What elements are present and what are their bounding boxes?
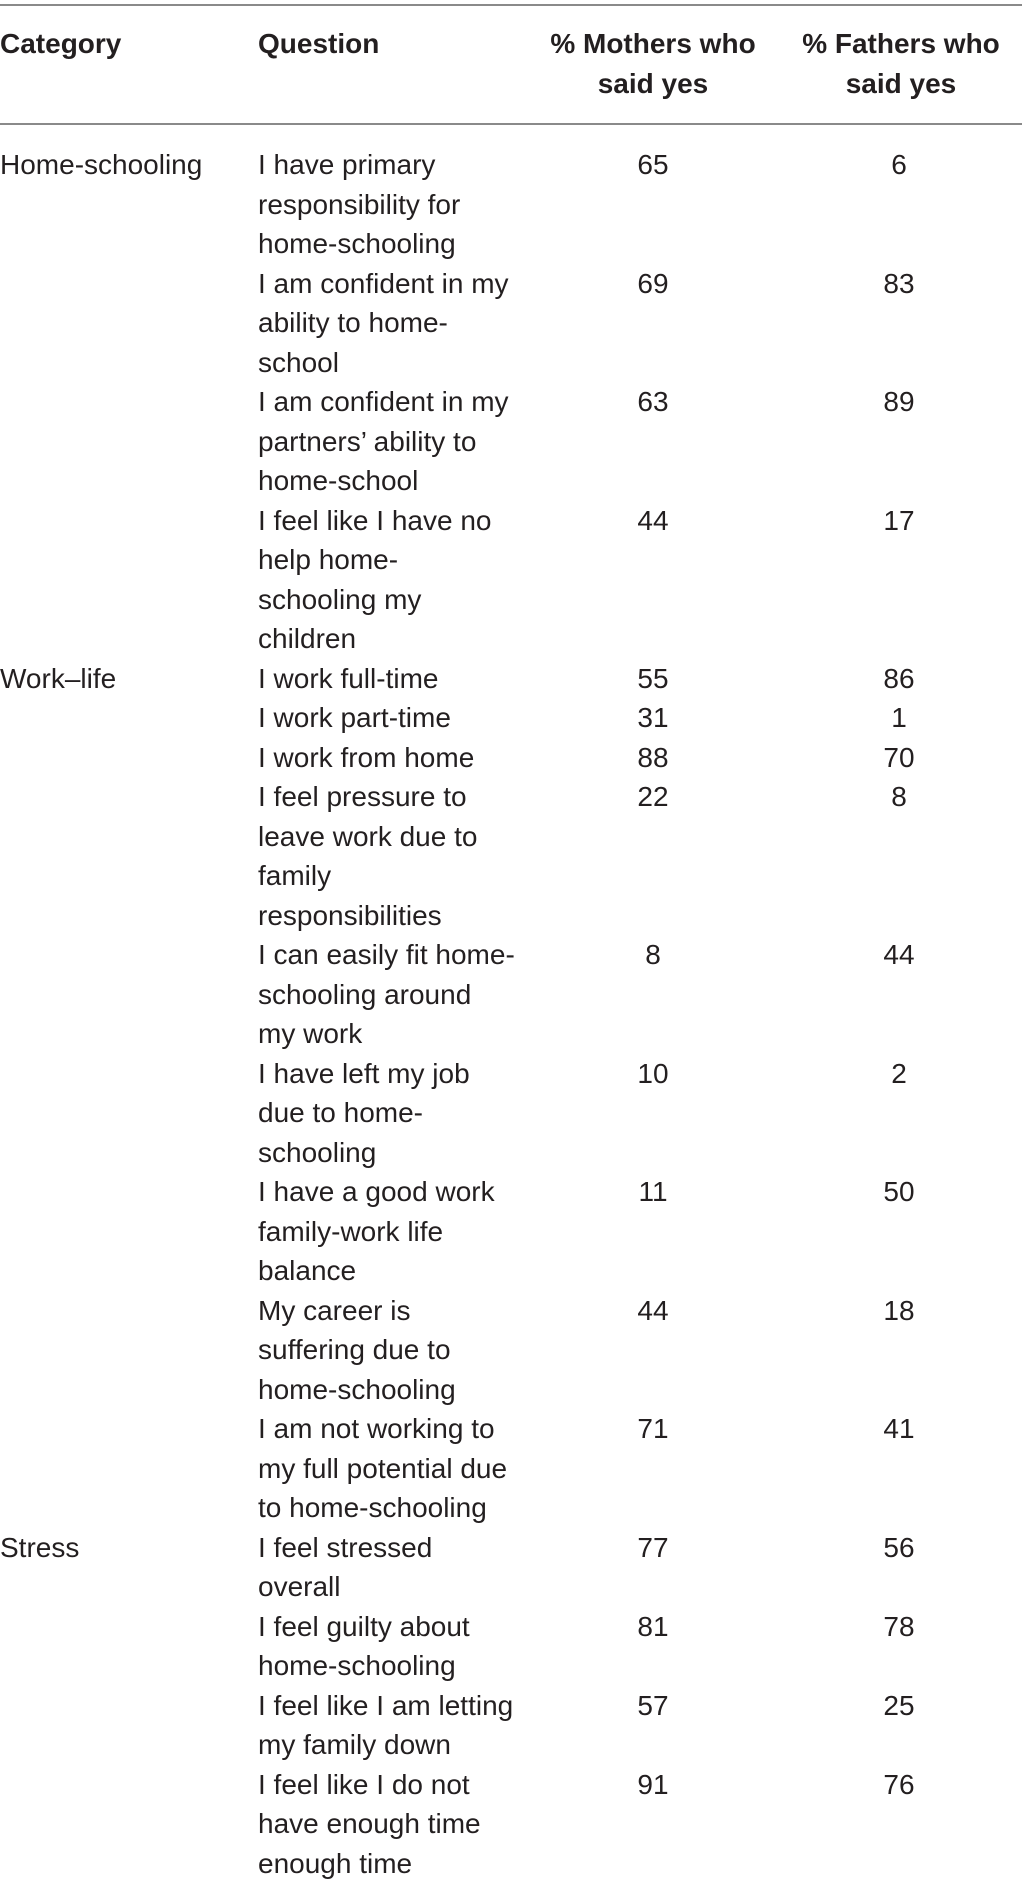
cell-question [258,1054,530,1173]
table-body [0,145,1022,1883]
cell-question [258,659,530,699]
question-line: I can easily fit home- [258,939,515,970]
cell-fathers-percent: 17 [883,504,915,536]
question-line: balance [258,1255,357,1286]
cell-fathers-percent: 86 [883,662,915,694]
cell-category [0,935,258,1054]
question-line: responsibility for [258,188,461,220]
cell-category [0,777,258,935]
question-line: help home- [258,544,399,575]
cell-question [258,382,530,501]
question-line: children [258,623,357,654]
cell-question [258,501,530,659]
cell-mothers-percent: 31 [637,702,669,733]
cell-question [258,935,530,1054]
cell-category [0,1607,258,1686]
cell-category [0,738,258,778]
cell-mothers-percent: 69 [637,267,669,299]
table-row [0,1528,1022,1607]
question-line: I feel stressed [258,1531,433,1563]
cell-question [258,1607,530,1686]
question-line: I feel like I have no [258,504,492,536]
question-line: I feel like I do not [258,1768,470,1800]
cell-category [0,1765,258,1884]
cell-fathers-percent: 1 [891,702,907,733]
cell-mothers-percent: 65 [637,149,669,180]
cell-fathers-percent: 25 [883,1689,915,1721]
question-line: partners’ ability to [258,425,477,457]
question-line: leave work due to [258,820,478,852]
question-line: my family down [258,1729,451,1760]
cell-mothers-percent: 71 [637,1413,669,1444]
cell-fathers-percent: 89 [883,386,915,417]
header-mothers-line1: % Mothers who [550,28,756,59]
cell-fathers-percent: 70 [883,741,915,773]
header-rule [0,123,1022,125]
cell-category [0,382,258,501]
cell-category [0,1409,258,1528]
question-line: I have left my job [258,1057,470,1089]
cell-mothers-percent: 11 [638,1176,668,1207]
table-row [0,145,1022,264]
cell-fathers-percent: 83 [883,267,915,299]
table-row [0,1607,1022,1686]
question-line: schooling my [258,583,422,615]
cell-mothers-percent: 81 [637,1610,669,1642]
header-fathers-line1: % Fathers who [802,28,1000,59]
table-row [0,1054,1022,1173]
cell-question [258,1409,530,1528]
question-line: my work [258,1018,363,1049]
cell-question [258,1172,530,1291]
question-line: family [258,860,332,891]
cell-category [0,264,258,383]
cell-mothers-percent: 8 [645,939,661,970]
table-top-rule [0,4,1022,6]
cell-mothers-percent: 55 [637,662,669,694]
question-line: I feel like I am letting [258,1689,514,1721]
question-line: home-school [258,465,419,496]
header-fathers [780,24,1022,104]
cell-mothers-percent: 57 [637,1689,669,1721]
question-line: family-work life [258,1215,444,1247]
cell-mothers-percent: 10 [637,1057,669,1089]
question-line: I feel guilty about [258,1610,470,1642]
cell-category [0,1686,258,1765]
question-line: home-schooling [258,1373,456,1405]
table-row [0,1686,1022,1765]
header-question: Question [258,28,380,59]
question-line: I work part-time [258,702,451,733]
table-row [0,777,1022,935]
question-line: have enough time [258,1808,481,1839]
table-row [0,698,1022,738]
table-row [0,935,1022,1054]
table-row [0,264,1022,383]
question-line: I am confident in my [258,386,509,417]
question-line: overall [258,1571,341,1602]
question-line: I am confident in my [258,267,509,299]
question-line: responsibilities [258,899,442,931]
question-line: I feel pressure to [258,781,467,812]
question-line: I work full-time [258,662,439,694]
cell-fathers-percent: 2 [891,1057,907,1089]
question-line: I have a good work [258,1176,495,1207]
cell-category [0,1054,258,1173]
question-line: My career is [258,1294,411,1326]
cell-question [258,264,530,383]
question-line: suffering due to [258,1334,451,1365]
cell-fathers-percent: 18 [883,1294,915,1326]
question-line: I have primary [258,149,436,180]
table-row [0,659,1022,699]
question-line: schooling around [258,978,472,1010]
cell-fathers-percent: 56 [883,1531,915,1563]
cell-fathers-percent: 8 [891,781,907,812]
cell-mothers-percent: 44 [637,1294,669,1326]
question-line: I work from home [258,741,475,773]
question-line: enough time [258,1847,413,1879]
question-line: home-schooling [258,228,456,259]
cell-category [0,698,258,738]
table-row [0,1765,1022,1884]
cell-mothers-percent: 63 [637,386,669,417]
cell-category: Home-schooling [0,149,203,180]
cell-fathers-percent: 41 [883,1413,915,1444]
cell-fathers-percent: 50 [883,1176,915,1207]
header-fathers-line2: said yes [845,68,957,99]
question-line: to home-schooling [258,1492,487,1523]
table-row [0,1172,1022,1291]
table-row [0,738,1022,778]
question-line: ability to home- [258,307,448,338]
question-line: my full potential due [258,1452,508,1484]
cell-question [258,1686,530,1765]
cell-category [0,1291,258,1410]
header-mothers [530,24,776,104]
cell-category: Work–life [0,662,117,694]
question-line: school [258,346,339,378]
table-row [0,1409,1022,1528]
cell-category [0,1172,258,1291]
cell-question [258,145,530,264]
cell-question [258,1528,530,1607]
header-mothers-line2: said yes [597,68,709,99]
cell-category: Stress [0,1531,80,1563]
cell-mothers-percent: 77 [637,1531,669,1563]
cell-mothers-percent: 44 [637,504,669,536]
cell-fathers-percent: 76 [883,1768,915,1800]
cell-question [258,698,530,738]
cell-mothers-percent: 91 [637,1768,669,1800]
table-row [0,382,1022,501]
table-row [0,1291,1022,1410]
question-line: I am not working to [258,1413,495,1444]
cell-mothers-percent: 22 [637,781,669,812]
cell-question [258,738,530,778]
cell-question [258,777,530,935]
cell-category [0,501,258,659]
question-line: due to home- [258,1097,423,1128]
cell-mothers-percent: 88 [637,741,669,773]
cell-fathers-percent: 6 [891,149,907,180]
cell-question [258,1291,530,1410]
table-row [0,501,1022,659]
table-header [0,24,1022,114]
header-category: Category [0,28,122,59]
cell-fathers-percent: 44 [883,939,915,970]
question-line: schooling [258,1136,377,1168]
cell-fathers-percent: 78 [883,1610,915,1642]
cell-question [258,1765,530,1884]
question-line: home-schooling [258,1650,456,1681]
